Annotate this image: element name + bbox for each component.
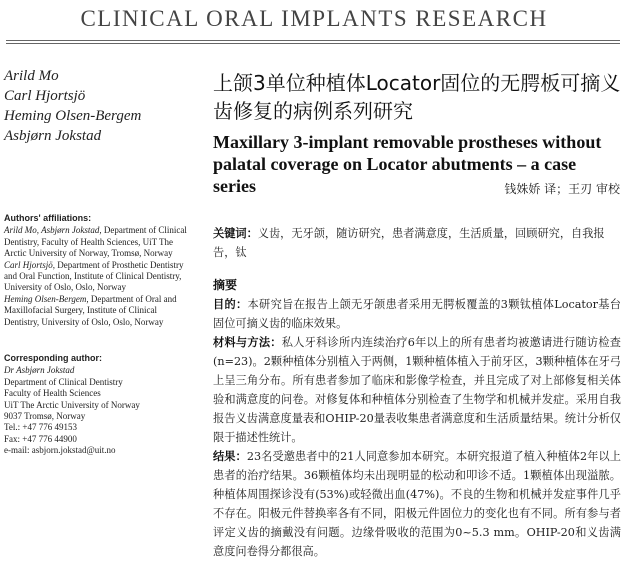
corresponding-line: 9037 Tromsø, Norway <box>4 411 86 422</box>
affiliation-text: Department of Oral and Maxillofacial Surgery, Institute of Clinical Dentistry, University of Oslo, Oslo, Norway <box>4 293 177 327</box>
journal-title: CLINICAL ORAL IMPLANTS RESEARCH <box>80 6 548 31</box>
affiliation-text: Department of Clinical Dentistry, Faculty of Health Sciences, UiT The Arctic University of Norway, Tromsø, Norway <box>4 225 187 259</box>
corresponding-line: Tel.: +47 776 49153 <box>4 422 77 433</box>
affiliation-entry <box>4 294 194 328</box>
corresponding-heading: Corresponding author: <box>4 353 102 363</box>
section-text: 本研究旨在报告上颌无牙颌患者采用无腭板覆盖的3颗钛植体Locator基台固位可摘义齿的临床效果。 <box>213 298 621 330</box>
corresponding-line: Faculty of Health Sciences <box>4 388 101 399</box>
affiliation-entry <box>4 225 194 259</box>
author-name: Asbjørn Jokstad <box>4 128 102 144</box>
abstract-section-methods <box>213 333 621 447</box>
affiliation-entry <box>4 260 194 294</box>
section-label: 结果： <box>213 450 247 463</box>
author-list <box>4 66 194 146</box>
author-name: Arild Mo <box>4 68 59 84</box>
affiliation-names: Heming Olsen-Bergem, <box>4 293 89 304</box>
header-rule <box>6 43 620 44</box>
corresponding-name: Dr Asbjørn Jokstad <box>4 365 75 376</box>
abstract-section-objective <box>213 295 621 333</box>
abstract-heading: 摘要 <box>213 278 238 292</box>
translator-credit: 钱姝娇 译；王刃 审校 <box>504 182 620 196</box>
article-title-en: Maxillary 3-implant removable prostheses without palatal coverage on Locator abutments – a case series <box>213 132 602 196</box>
affiliation-names: Arild Mo, Asbjørn Jokstad, <box>4 225 102 236</box>
header-rule <box>6 40 620 41</box>
section-label: 目的： <box>213 298 248 311</box>
section-text: 23名受邀患者中的21人同意参加本研究。本研究报道了植入种植体2年以上患者的治疗结果。36颗植体均未出现明显的松动和叩诊不适。1颗植体出现溢脓。种植体周围探诊没有(53%)或轻微出血(47%)。不良的生物和机械并发症事件几乎不存在。阳极元件替换率各有不同，阳极元件固位力的变化也有不同。所有参与者评定义齿的摘戴没有问题。边缘骨吸收的范围为0~5.3 mm。OHIP-20和义齿满意度问卷得分都很高。 <box>213 450 621 558</box>
article-title-zh: 上颌3单位种植体Locator固位的无腭板可摘义齿修复的病例系列研究 <box>213 71 621 123</box>
author-name: Carl Hjortsjö <box>4 88 86 104</box>
keywords-label: 关键词： <box>213 227 258 240</box>
author-name: Heming Olsen-Bergem <box>4 108 142 124</box>
keywords <box>213 224 623 262</box>
abstract-body <box>213 295 621 561</box>
keywords-text: 义齿，无牙颌，随访研究，患者满意度，生活质量，回顾研究，自我报告，钛 <box>213 227 605 259</box>
affiliation-text: Department of Prosthetic Dentistry and Oral Function, Institute of Clinical Dentistry, University of Oslo, Oslo, Norway <box>4 259 184 293</box>
section-text: 私人牙科诊所内连续治疗6年以上的所有患者均被邀请进行随访检查(n=23)。2颗种植体分别植入于两侧，1颗种植体植入于前牙区，3颗种植体在牙弓上呈三角分布。所有患者参加了临床和影像学检查，并且完成了对上部修复相关体验和满意度的问卷。对修复体和种植体分别检查了生物学和机械并发症。采用自我报告义齿满意度量表和OHIP-20量表收集患者满意度和生活质量结果。统计分析仅限于描述性统计。 <box>213 336 621 444</box>
corresponding-email: e-mail: asbjorn.jokstad@uit.no <box>4 445 116 456</box>
section-label: 材料与方法： <box>213 336 282 349</box>
affiliations-block <box>4 213 194 328</box>
abstract-section-results <box>213 447 621 561</box>
corresponding-line: Fax: +47 776 44900 <box>4 433 77 444</box>
corresponding-line: UiT The Arctic University of Norway <box>4 399 140 410</box>
corresponding-author-block <box>4 353 194 457</box>
corresponding-line: Department of Clinical Dentistry <box>4 376 123 387</box>
affiliations-heading: Authors' affiliations: <box>4 213 92 223</box>
affiliation-names: Carl Hjortsjö, <box>4 259 56 270</box>
